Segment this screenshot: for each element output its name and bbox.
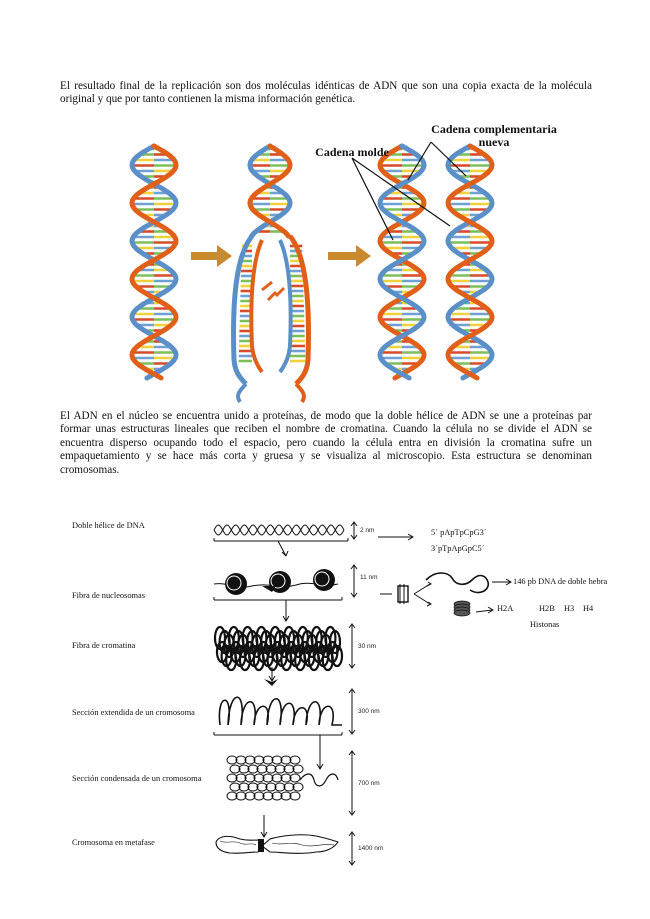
histone-h2a: H2A xyxy=(497,604,514,613)
label-template-strand: Cadena molde xyxy=(315,145,389,159)
size-label: 300 nm xyxy=(358,708,380,715)
label-new-strand-line1: Cadena complementaria xyxy=(431,122,557,136)
sequence-bottom: 3´pTpApGpC5´ xyxy=(431,544,485,553)
extended-loop xyxy=(300,774,338,786)
paragraph-chromatin: El ADN en el núcleo se encuentra unido a proteínas, de modo que la doble hélice de ADN se une a proteínas par formar unas estructuras lineales que reciben el nombre de cromatina. Cuando la célula no se divide el ADN se encuentra disperso ocupando todo el espacio, pero cuando la célula entra en división la cromatina sufre un empaquetamiento y se hace más corta y gruesa y se visualiza al microscopio. Esta estructura se denominan cromosomas. xyxy=(60,410,592,476)
sequence-top: 5´ pApTpCpG3´ xyxy=(431,528,487,537)
label-new-strand-line2: nueva xyxy=(478,135,510,149)
histone-h4: H4 xyxy=(583,604,594,613)
size-label: 700 nm xyxy=(358,780,380,787)
condensed-chromosome-drawing xyxy=(261,815,267,837)
level-label: Sección extendida de un cromosoma xyxy=(72,708,195,717)
size-label: 2 nm xyxy=(360,527,375,534)
size-label: 30 nm xyxy=(358,643,377,650)
arrow-right-icon xyxy=(378,534,413,540)
scale-bars xyxy=(349,522,357,865)
level-label: Fibra de nucleosomas xyxy=(72,591,146,600)
histone-h3: H3 xyxy=(564,604,575,613)
level-label: Cromosoma en metafase xyxy=(72,838,155,847)
histones-label: Histonas xyxy=(530,620,560,629)
level-label: Fibra de cromatina xyxy=(72,641,136,650)
histone-octamer-icon xyxy=(454,610,470,616)
size-label: 1400 nm xyxy=(358,845,384,852)
level-label: Doble hélice de DNA xyxy=(72,521,145,530)
nucleosome-dna-label: 146 pb DNA de doble hebra xyxy=(513,577,608,586)
level-label: Sección condensada de un cromosoma xyxy=(72,774,202,783)
metaphase-chromosome-drawing xyxy=(216,835,338,854)
paragraph-replication-result: El resultado final de la replicación son dos moléculas idénticas de ADN que son una copia exacta de la molécula original y que por tanto contienen la misma información genética. xyxy=(60,80,592,106)
histone-h2b: H2B xyxy=(539,604,555,613)
extended-chromosome-drawing xyxy=(214,697,342,769)
double-helix-drawing xyxy=(214,525,348,556)
size-label: 11 nm xyxy=(360,574,378,581)
centromere xyxy=(258,839,264,852)
